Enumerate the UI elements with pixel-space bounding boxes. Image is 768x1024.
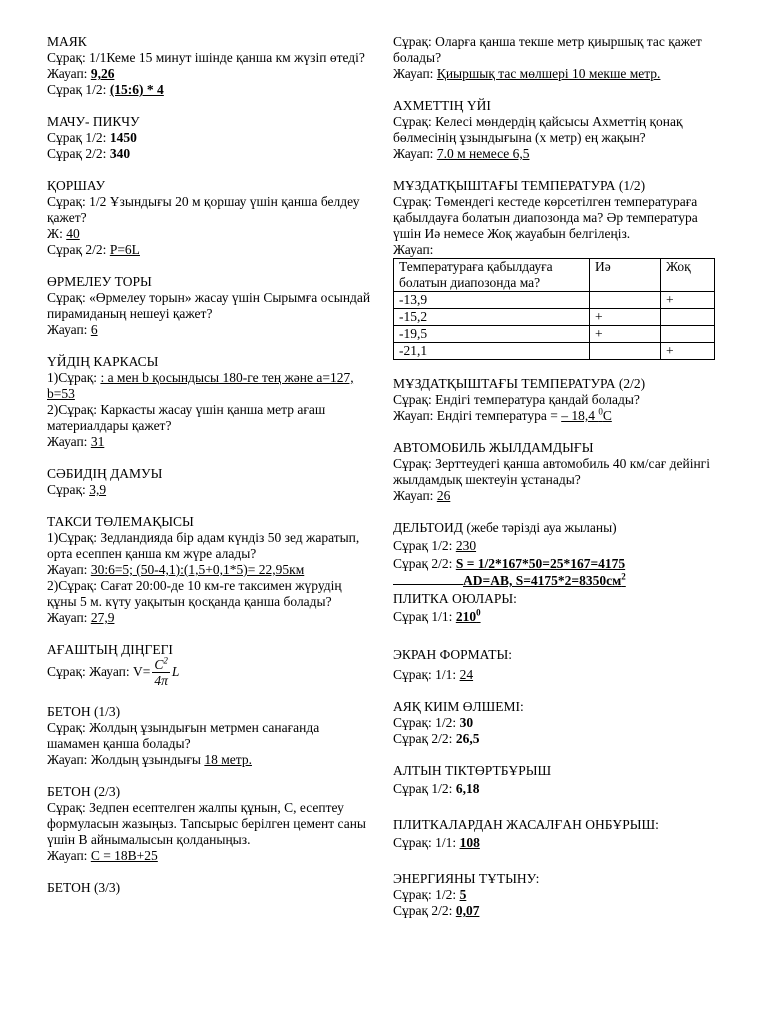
answer-value: 30 [459,715,474,730]
table-cell: + [590,309,661,326]
section-ayak-kiim [393,699,723,747]
section-plitka [393,591,723,625]
answer-label: Жауап: [393,146,437,161]
table-header-cell: Температураға қабылдауға болатын диапозонда ма? [394,259,590,292]
answer-value: 0,07 [455,903,480,918]
section-title: ПЛИТКАЛАРДАН ЖАСАЛҒАН ОНБҰРЫШ: [393,817,659,832]
table-cell [590,292,661,309]
question-label: Сұрақ 2/2: [393,556,456,571]
table-cell: + [661,292,715,309]
table-cell [661,309,715,326]
answer-label: Жауап: [393,488,437,503]
table-header-cell: Иә [590,259,661,292]
answer-value: (15:6) * 4 [109,82,164,97]
answer-label: Жауап: Жолдың ұзындығы [47,752,205,767]
section-temp-2 [393,376,723,424]
section-title: МАЧУ- ПИКЧУ [47,114,140,129]
question-label: Сұрақ 2/2: [393,903,456,918]
table-header-row [394,259,715,292]
answer-label: Жауап: Ендігі температура = [393,408,562,423]
question-label: Сұрақ: 1/2: [393,887,460,902]
section-ekran [393,647,723,683]
answer-value: 230 [455,538,477,553]
answer-label: Жауап: [47,66,91,81]
section-title: ДЕЛЬТОИД [393,520,463,535]
answer-value: 18 метр. [204,752,252,767]
section-energy [393,871,723,919]
answer-label: Жауап: [393,66,437,81]
section-sabid [47,466,373,498]
question-text: Сұрақ: Зерттеудегі қанша автомобиль 40 км/сағ дейінгі жылдамдық шектеуін ұстанады? [393,456,710,487]
answer-value: 27,9 [90,610,115,625]
section-title: БЕТОН (3/3) [47,880,121,895]
answer-value: 1450 [109,130,137,145]
question-label: Сұрақ 1/2: [47,82,110,97]
formula-numerator: C [154,657,164,672]
table-cell: -15,2 [394,309,590,326]
answer-value: 3,9 [89,482,107,497]
section-korshau [47,178,373,258]
question-text: Сұрақ: 1/2 Ұзындығы 20 м қоршау үшін қанша белдеу қажет? [47,194,360,225]
underline-spacer [393,572,463,585]
section-title: АЯҚ КИІМ ӨЛШЕМІ: [393,699,524,714]
table-row [394,309,715,326]
answer-value: S = 1/2*167*50=25*167=4175 [455,556,626,571]
answer-value [561,408,612,423]
answer-value: 6 [90,322,98,337]
table-header-cell: Жоқ [661,259,715,292]
question-label: Сұрақ 2/2: [393,731,456,746]
section-title: БЕТОН (1/3) [47,704,121,719]
answer-label: Жауап: [47,322,91,337]
answer-value: 31 [90,434,105,449]
table-cell: -19,5 [394,326,590,343]
section-taksi [47,514,373,626]
section-mayak [47,34,373,98]
formula-fraction [152,655,170,688]
question-label: Сұрақ: 1/1: [393,667,460,682]
answer-label: Ж: [47,226,67,241]
answer-value [456,609,481,624]
table-row [394,292,715,309]
formula-exponent: 2 [163,655,168,666]
question-text: Сұрақ: Оларға қанша текше метр қиыршық тас қажет болады? [393,34,702,65]
section-agash [47,642,373,688]
section-beton-2 [47,784,373,864]
answer-value: 24 [459,667,474,682]
question-text: 2)Сұрақ: Сағат 20:00-де 10 км-ге таксимен жүрудің құны 5 м. күту уақытын қосқанда қанша болады? [47,578,342,609]
section-title: ЭНЕРГИЯНЫ ТҰТЫНУ: [393,871,540,886]
table-cell [661,326,715,343]
section-title: ӨРМЕЛЕУ ТОРЫ [47,274,152,289]
answer-value: 40 [66,226,80,241]
section-title: ПЛИТКА ОЮЛАРЫ: [393,591,517,606]
formula-line [47,655,373,688]
section-subtitle: (жебе тәрізді ауа жыланы) [462,520,617,535]
section-title: АЛТЫН ТІКТӨРТБҰРЫШ [393,763,552,778]
section-title: СӘБИДІҢ ДАМУЫ [47,466,163,481]
section-title: МҰЗДАТҚЫШТАҒЫ ТЕМПЕРАТУРА (1/2) [393,178,646,193]
question-text: Сұрақ: Келесі мөндердің қайсысы Ахметтің қонақ бөлмесінің ұзындығына (х метр) ең жақын? [393,114,683,145]
table-cell: -13,9 [394,292,590,309]
temperature-table [393,258,715,360]
section-title: МҰЗДАТҚЫШТАҒЫ ТЕМПЕРАТУРА (2/2) [393,376,646,391]
answer-value: 26,5 [455,731,480,746]
right-column [393,34,723,935]
section-title: АХМЕТТІҢ ҮЙІ [393,98,491,113]
section-title: АҒАШТЫҢ ДІҢГЕГІ [47,642,173,657]
section-beton-1 [47,704,373,768]
question-label: Сұрақ 1/2: [47,130,110,145]
table-cell [590,343,661,360]
question-text: 2)Сұрақ: Каркасты жасау үшін қанша метр ағаш материалдары қажет? [47,402,326,433]
question-text: Сұрақ: Жауап: V= [47,664,151,680]
question-label: Сұрақ 1/2: [393,538,456,553]
answer-value [463,573,626,588]
question-label: Сұрақ: 1/1: [393,835,460,850]
answer-label: Жауап: [47,434,91,449]
answer-label: Жауап: [47,848,91,863]
answer-value: 5 [459,887,467,902]
answer-value: : а мен b қосындысы 180-ге тең және a=127, b=53 [47,370,354,401]
section-title: ҮЙДІҢ КАРКАСЫ [47,354,159,369]
section-karkas [47,354,373,450]
formula-tail: L [171,664,180,680]
question-label: Сұрақ: [47,482,90,497]
square-sup: 2 [621,571,626,582]
section-title: ЭКРАН ФОРМАТЫ: [393,647,512,662]
question-label: Сұрақ 2/2: [47,146,110,161]
question-label: Сұрақ: 1/2: [393,715,460,730]
question-text: Сұрақ: «Өрмелеу торын» жасау үшін Сырымға осындай пирамиданың нешеуі қажет? [47,290,371,321]
section-kiyrshyk [393,34,723,82]
section-title: ҚОРШАУ [47,178,106,193]
section-machu-picchu [47,114,373,162]
section-title: ТАКСИ ТӨЛЕМАҚЫСЫ [47,514,194,529]
section-onburysh [393,817,723,851]
question-label: Сұрақ 1/1: [393,609,456,624]
question-text: Сұрақ: Жолдың ұзындығын метрмен санағанда шамамен қанша болады? [47,720,320,751]
section-auto [393,440,723,504]
section-title: БЕТОН (2/3) [47,784,121,799]
answer-value: 340 [109,146,131,161]
answer-value: 6,18 [455,781,480,796]
question-label: Сұрақ 1/2: [393,781,456,796]
section-beton-3 [47,880,373,896]
question-text: Сұрақ: Төмендегі кестеде көрсетілген температураға қабылдауға болатын диапозонда ма? Әр температура үшін Иә немесе Жоқ жауабын белгілеңіз. [393,194,698,241]
question-text: Сұрақ: Ендігі температура қандай болады? [393,392,640,407]
answer-number: 210 [455,609,477,624]
section-temp-1 [393,178,723,360]
question-text: Сұрақ: Зедпен есептелген жалпы құнын, С, есептеу формуласын жазыңыз. Тапсырыс берілген цемент саны үшін В айнымалысын қолданыңыз. [47,800,366,847]
degree-sup: 0 [476,607,481,618]
answer-label: Жауап: [47,610,91,625]
table-cell: + [661,343,715,360]
answer-label: Жауап: [393,242,434,257]
answer-value: 7.0 м немесе 6,5 [436,146,530,161]
degree-sup: 0 [598,406,603,417]
answer-unit: С [602,408,612,423]
answer-number: AD=AB, S=4175*2=8350см [463,573,622,588]
answer-value: С = 18В+25 [90,848,158,863]
answer-value: Қиыршық тас мөлшері 10 мекше метр. [436,66,661,81]
section-ahmet [393,98,723,162]
question-label: Сұрақ 2/2: [47,242,110,257]
section-altyn [393,763,723,797]
question-text: 1)Сұрақ: Зедландияда бір адам күндіз 50 зед жаратып, орта есеппен қанша км жүре алады? [47,530,360,561]
section-title: МАЯК [47,34,87,49]
answer-value: 26 [436,488,451,503]
section-ormeleu [47,274,373,338]
table-cell: + [590,326,661,343]
table-cell: -21,1 [394,343,590,360]
answer-value: 108 [459,835,480,850]
answer-number: – 18,4 [561,408,599,423]
answer-value: 30:6=5; (50-4,1):(1,5+0,1*5)= 22,95км [90,562,305,577]
table-row [394,326,715,343]
answer-label: Жауап: [47,562,91,577]
section-title: АВТОМОБИЛЬ ЖЫЛДАМДЫҒЫ [393,440,594,455]
answer-value: P=6L [109,242,140,257]
table-row [394,343,715,360]
question-text: Сұрақ: 1/1Кеме 15 минут ішінде қанша км жүзіп өтеді? [47,50,365,65]
formula-denominator: 4π [154,673,168,688]
question-label: 1)Сұрақ: [47,370,101,385]
section-deltoid [393,520,723,589]
left-column [47,34,373,912]
answer-value: 9,26 [90,66,115,81]
